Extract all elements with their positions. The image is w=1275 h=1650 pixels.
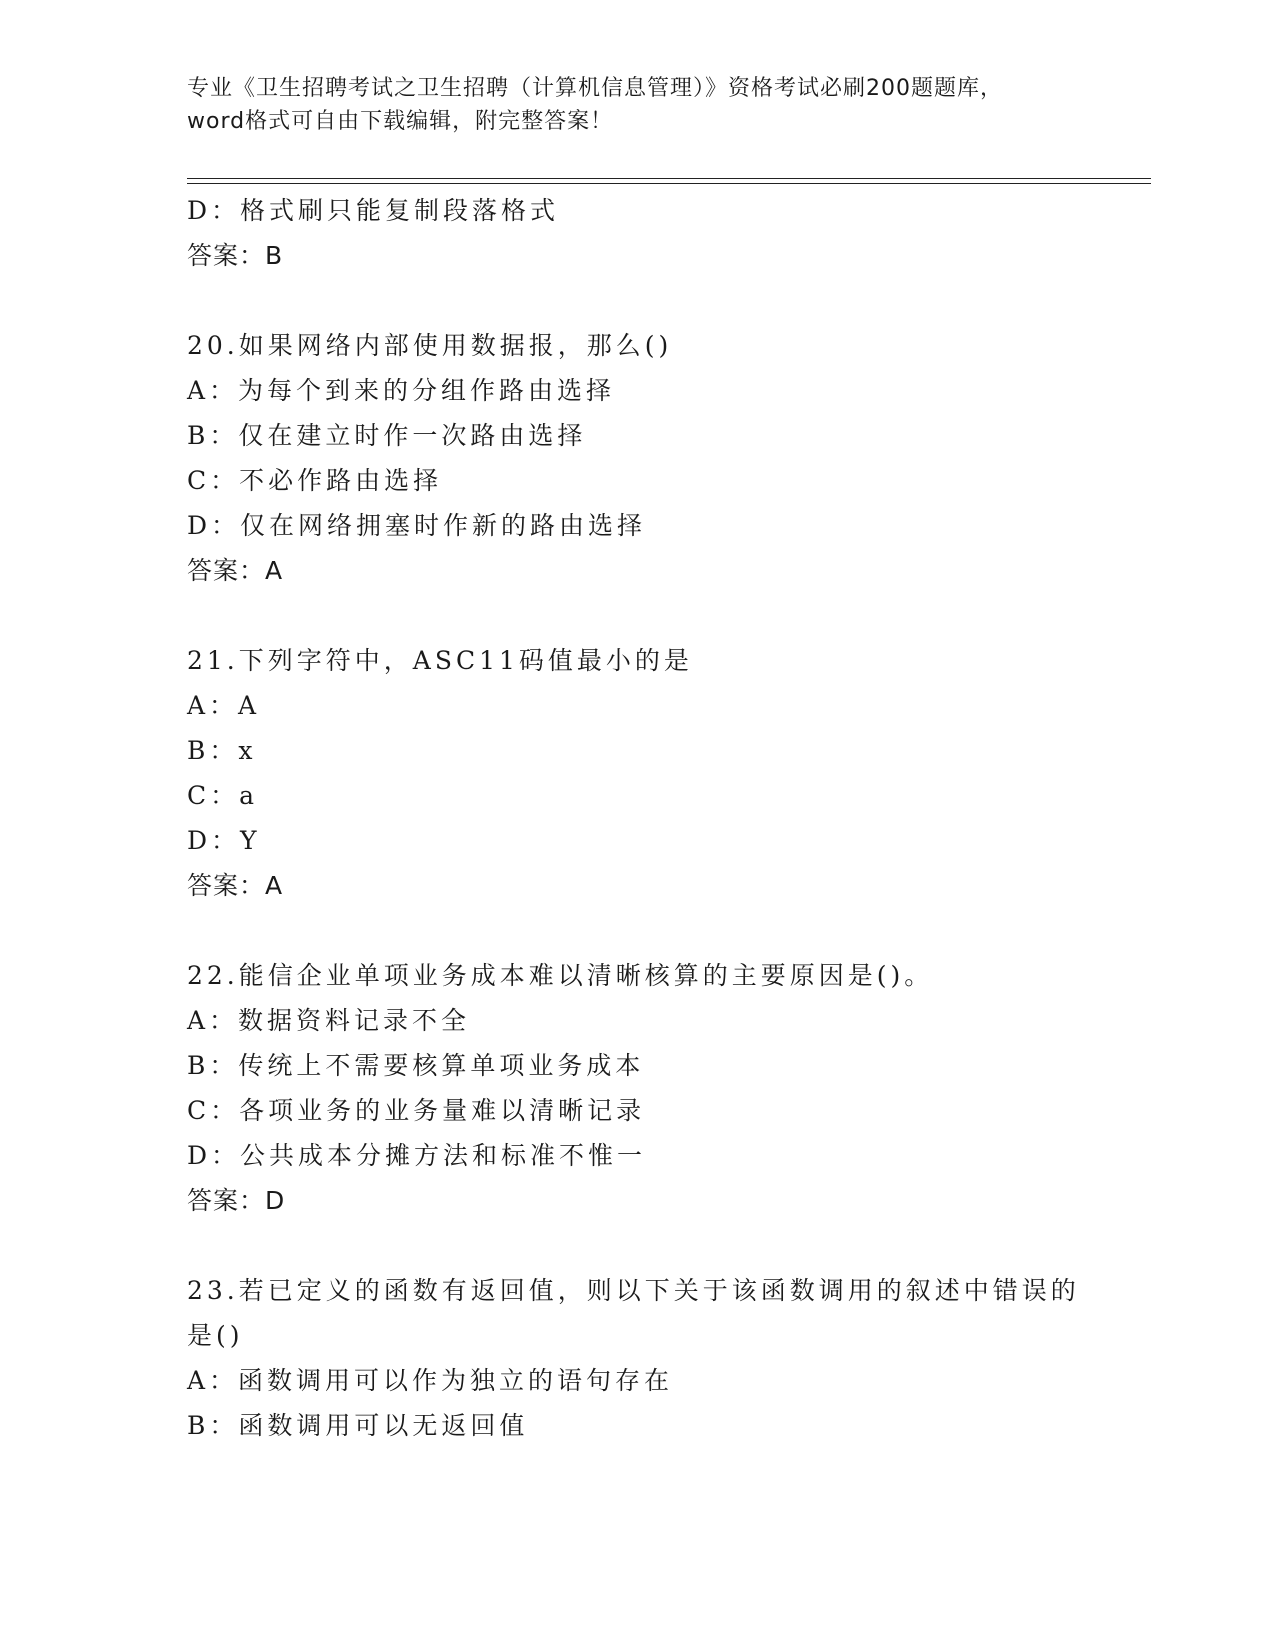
spacer: [187, 908, 1087, 953]
q20-question: 20.如果网络内部使用数据报，那么(): [187, 331, 673, 360]
q22-answer: 答案：D: [187, 1186, 286, 1215]
q20-option-d: D：仅在网络拥塞时作新的路由选择: [187, 511, 647, 540]
prev-answer: 答案：B: [187, 241, 284, 270]
q21-option-d: D：Y: [187, 826, 261, 855]
prev-option-d: D：格式刷只能复制段落格式: [187, 196, 560, 225]
q23-question-line-2: 是(): [187, 1321, 244, 1350]
q21-option-a: A：A: [187, 691, 261, 720]
q20-option-b: B：仅在建立时作一次路由选择: [187, 421, 587, 450]
q20-option-a: A：为每个到来的分组作路由选择: [187, 376, 616, 405]
spacer: [187, 278, 1087, 323]
q21-option-c: C：a: [187, 781, 259, 810]
q22-option-a: A：数据资料记录不全: [187, 1006, 471, 1035]
q23-option-a: A：函数调用可以作为独立的语句存在: [187, 1366, 674, 1395]
q22-option-c: C：各项业务的业务量难以清晰记录: [187, 1096, 646, 1125]
spacer: [187, 1223, 1087, 1268]
q21-answer: 答案：A: [187, 871, 284, 900]
document-header: [187, 72, 1087, 138]
q21-option-b: B：x: [187, 736, 257, 765]
q23-question-line-1: 23.若已定义的函数有返回值，则以下关于该函数调用的叙述中错误的: [187, 1276, 1080, 1305]
q20-option-c: C：不必作路由选择: [187, 466, 443, 495]
q23-option-b: B：函数调用可以无返回值: [187, 1411, 529, 1440]
q22-option-b: B：传统上不需要核算单项业务成本: [187, 1051, 645, 1080]
header-line-2: word格式可自由下载编辑，附完整答案！: [187, 109, 614, 134]
question-list: [187, 188, 1087, 1448]
q22-option-d: D：公共成本分摊方法和标准不惟一: [187, 1141, 647, 1170]
q20-answer: 答案：A: [187, 556, 284, 585]
header-divider: [187, 178, 1151, 184]
spacer: [187, 593, 1087, 638]
header-line-1: 专业《卫生招聘考试之卫生招聘（计算机信息管理）》资格考试必刷200题题库，: [187, 76, 1003, 101]
q22-question: 22.能信企业单项业务成本难以清晰核算的主要原因是()。: [187, 961, 934, 990]
q21-question: 21.下列字符中，ASC11码值最小的是: [187, 646, 693, 675]
